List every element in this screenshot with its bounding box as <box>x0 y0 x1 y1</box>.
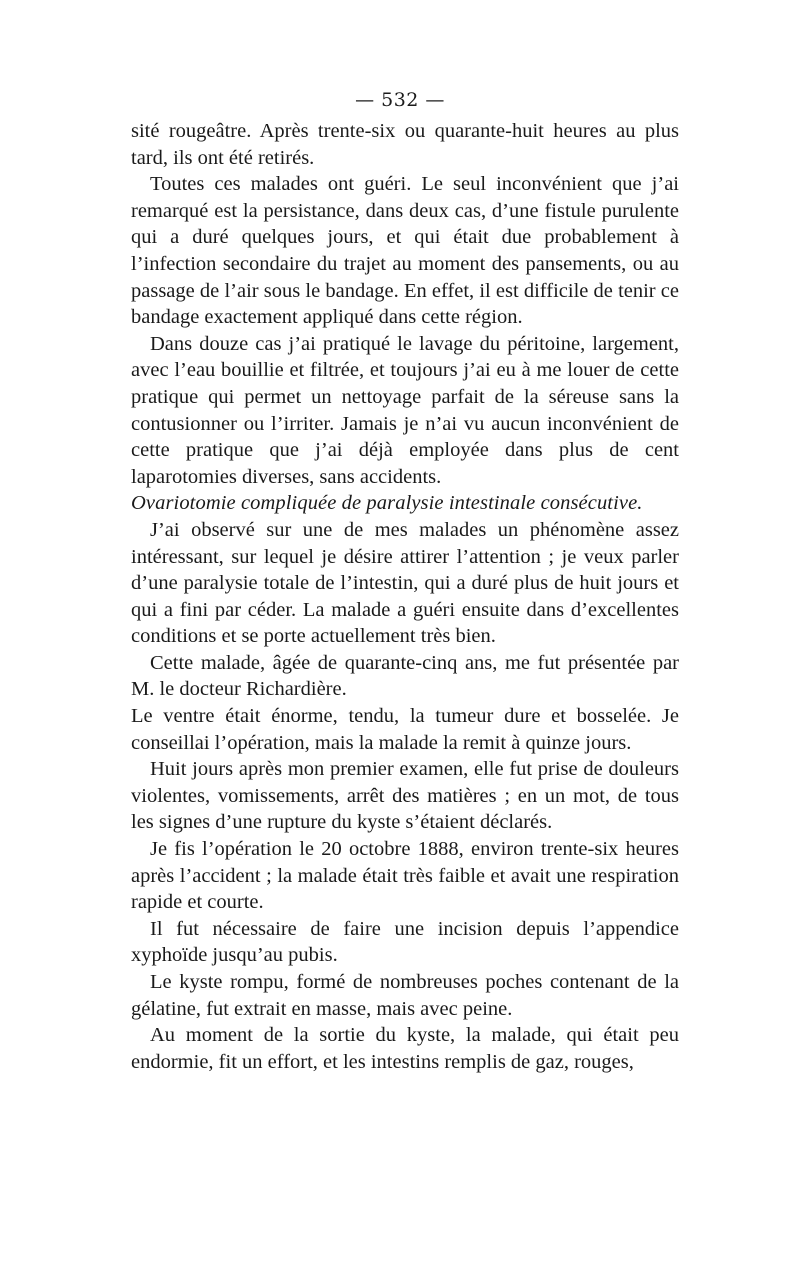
body-text <box>131 118 679 1075</box>
paragraph-observation: J’ai observé sur une de mes malades un phénomène assez intéressant, sur lequel je désire attirer l’attention ; je veux parler d’une paralysie totale de l’intestin, qui a duré plus de huit jours et qui a fini par céder. La malade a guéri ensuite dans d’excellentes conditions et se porte actuellement très bien. <box>131 518 679 648</box>
paragraph-results: Toutes ces malades ont guéri. Le seul inconvénient que j’ai remarqué est la persistance, dans deux cas, d’une fistule purulente qui a duré quelques jours, et qui était due probablement à l’infection secondaire du trajet au moment des pansements, ou au passage de l’air sous le bandage. En effet, il est difficile de tenir ce bandage exactement appliqué dans cette région. <box>131 173 679 329</box>
paragraph-incision: Il fut nécessaire de faire une incision depuis l’appendice xyphoïde jusqu’au pubis. <box>131 917 679 967</box>
paragraph-symptoms: Huit jours après mon premier examen, elle fut prise de douleurs violentes, vomissements, arrêt des matières ; en un mot, de tous les signes d’une rupture du kyste s’étaient déclarés. <box>131 758 679 834</box>
paragraph-peritoneal-lavage: Dans douze cas j’ai pratiqué le lavage du péritoine, largement, avec l’eau bouillie et filtrée, et toujours j’ai eu à me louer de cette pratique qui permet un nettoyage parfait de la séreuse sans la contusionner ou l’irriter. Jamais je n’ai vu aucun inconvénient de cette pratique que j’ai déjà employée dans plus de cent laparotomies diverses, sans accidents. <box>131 332 679 488</box>
section-title: Ovariotomie compliquée de paralysie intestinale consécutive. <box>131 492 643 515</box>
paragraph-abdomen: Le ventre était énorme, tendu, la tumeur dure et bosselée. Je conseillai l’opération, mais la malade la remit à quinze jours. <box>131 705 679 754</box>
paragraph-continuation: sité rougeâtre. Après trente-six ou quarante-huit heures au plus tard, ils ont été retirés. <box>131 120 679 169</box>
page-number: — 532 — <box>355 89 445 111</box>
paragraph-cyst-extraction: Le kyste rompu, formé de nombreuses poches contenant de la gélatine, fut extrait en masse, mais avec peine. <box>131 971 679 1020</box>
paragraph-patient: Cette malade, âgée de quarante-cinq ans, me fut présentée par M. le docteur Richardière. <box>131 651 679 701</box>
paragraph-cyst-exit: Au moment de la sortie du kyste, la malade, qui était peu endormie, fit un effort, et les intestins remplis de gaz, rouges, <box>131 1024 679 1073</box>
paragraph-operation-date: Je fis l’opération le 20 octobre 1888, environ trente-six heures après l’accident ; la malade était très faible et avait une respiration rapide et courte. <box>131 838 679 914</box>
